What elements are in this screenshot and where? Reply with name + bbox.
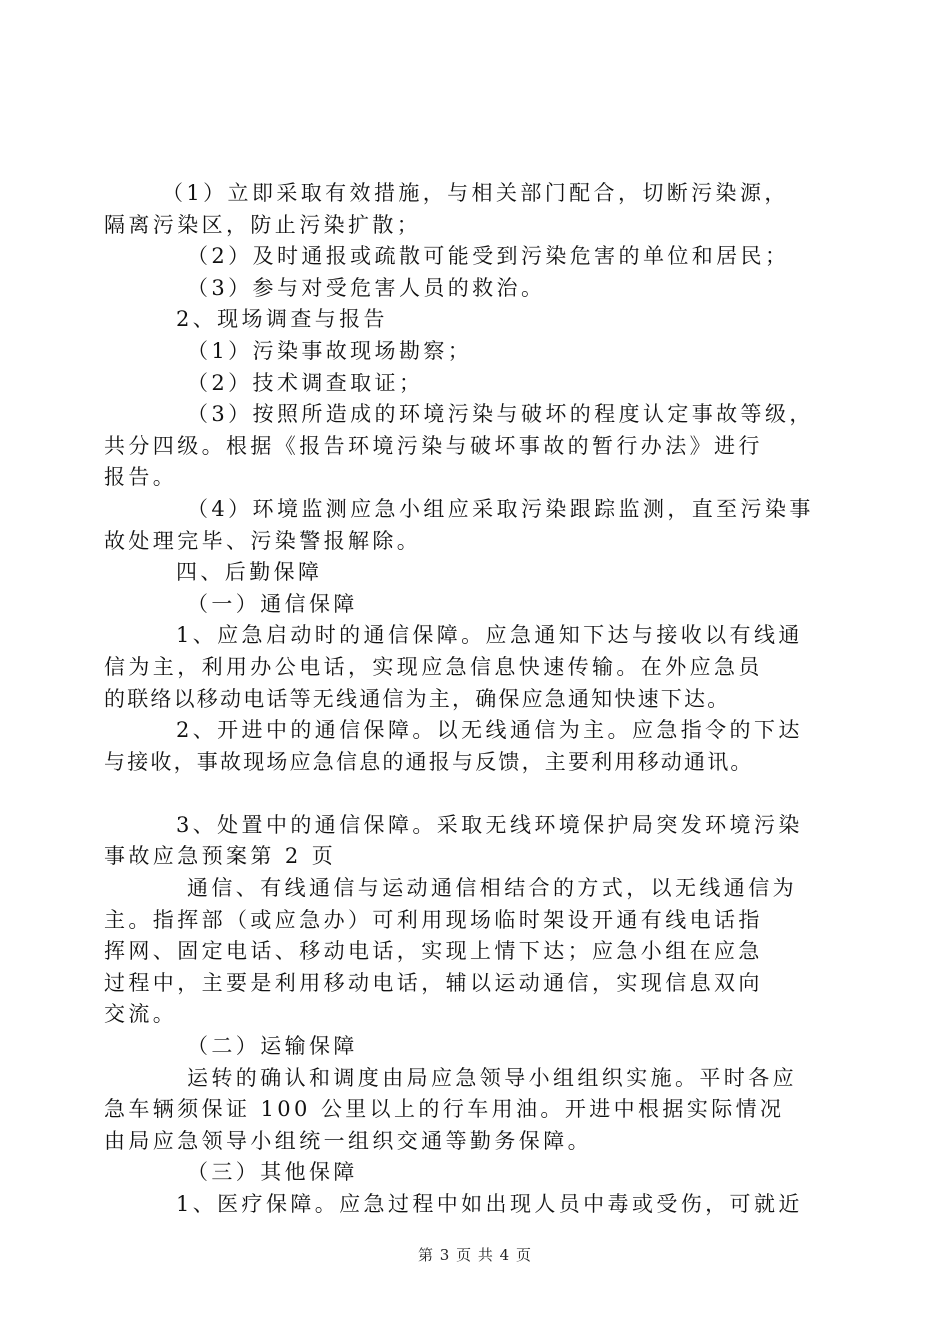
text-line: 主。指挥部（或应急办）可利用现场临时架设开通有线电话指 xyxy=(104,907,763,932)
text-line: 挥网、固定电话、移动电话，实现上情下达；应急小组在应急 xyxy=(104,939,763,964)
text-line: （4）环境监测应急小组应采取污染跟踪监测，直至污染事 xyxy=(187,496,814,521)
text-line xyxy=(104,778,849,810)
text-line: 与接收，事故现场应急信息的通报与反馈，主要利用移动通讯。 xyxy=(104,749,754,774)
text-line: 2、开进中的通信保障。以无线通信为主。应急指令的下达 xyxy=(176,718,803,743)
text-line: 故处理完毕、污染警报解除。 xyxy=(104,528,422,553)
document-body xyxy=(104,178,849,1221)
text-line: （1）污染事故现场勘察； xyxy=(187,338,473,363)
text-line: 报告。 xyxy=(104,465,178,490)
text-line: 信为主，利用办公电话，实现应急信息快速传输。在外应急员 xyxy=(104,654,763,679)
text-line: 的联络以移动电话等无线通信为主，确保应急通知快速下达。 xyxy=(104,686,731,711)
text-line: （2）技术调查取证； xyxy=(187,370,424,395)
text-line: 交流。 xyxy=(104,1002,178,1027)
text-line: （2）及时通报或疏散可能受到污染危害的单位和居民； xyxy=(187,244,790,269)
text-line: 1、应急启动时的通信保障。应急通知下达与接收以有线通 xyxy=(176,623,803,648)
text-line: 过程中，主要是利用移动电话，辅以运动通信，实现信息双向 xyxy=(104,970,763,995)
text-line: 事故应急预案第 2 页 xyxy=(104,844,337,869)
text-line: 3、处置中的通信保障。采取无线环境保护局突发环境污染 xyxy=(176,812,803,837)
text-line: （3）参与对受危害人员的救治。 xyxy=(187,275,546,300)
text-line: （一）通信保障 xyxy=(187,591,358,616)
text-line: 运转的确认和调度由局应急领导小组组织实施。平时各应 xyxy=(187,1065,797,1090)
text-line: 通信、有线通信与运动通信相结合的方式，以无线通信为 xyxy=(187,876,797,901)
text-line: （3）按照所造成的环境污染与破坏的程度认定事故等级， xyxy=(187,402,814,427)
text-line: 1、医疗保障。应急过程中如出现人员中毒或受伤，可就近 xyxy=(176,1192,803,1216)
text-line: （二）运输保障 xyxy=(187,1034,358,1059)
text-line: （三）其他保障 xyxy=(187,1160,358,1185)
text-line: 共分四级。根据《报告环境污染与破坏事故的暂行办法》进行 xyxy=(104,433,763,458)
text-line: 急车辆须保证 100 公里以上的行车用油。开进中根据实际情况 xyxy=(104,1097,785,1122)
text-line: 2、现场调查与报告 xyxy=(176,307,388,332)
page-footer: 第 3 页 共 4 页 xyxy=(418,1246,532,1264)
text-line: 由局应急领导小组统一组织交通等勤务保障。 xyxy=(104,1128,592,1153)
text-line: （1）立即采取有效措施，与相关部门配合，切断污染源， xyxy=(162,181,789,205)
text-line: 隔离污染区，防止污染扩散； xyxy=(104,212,422,237)
text-line: 四、后勤保障 xyxy=(176,560,323,585)
